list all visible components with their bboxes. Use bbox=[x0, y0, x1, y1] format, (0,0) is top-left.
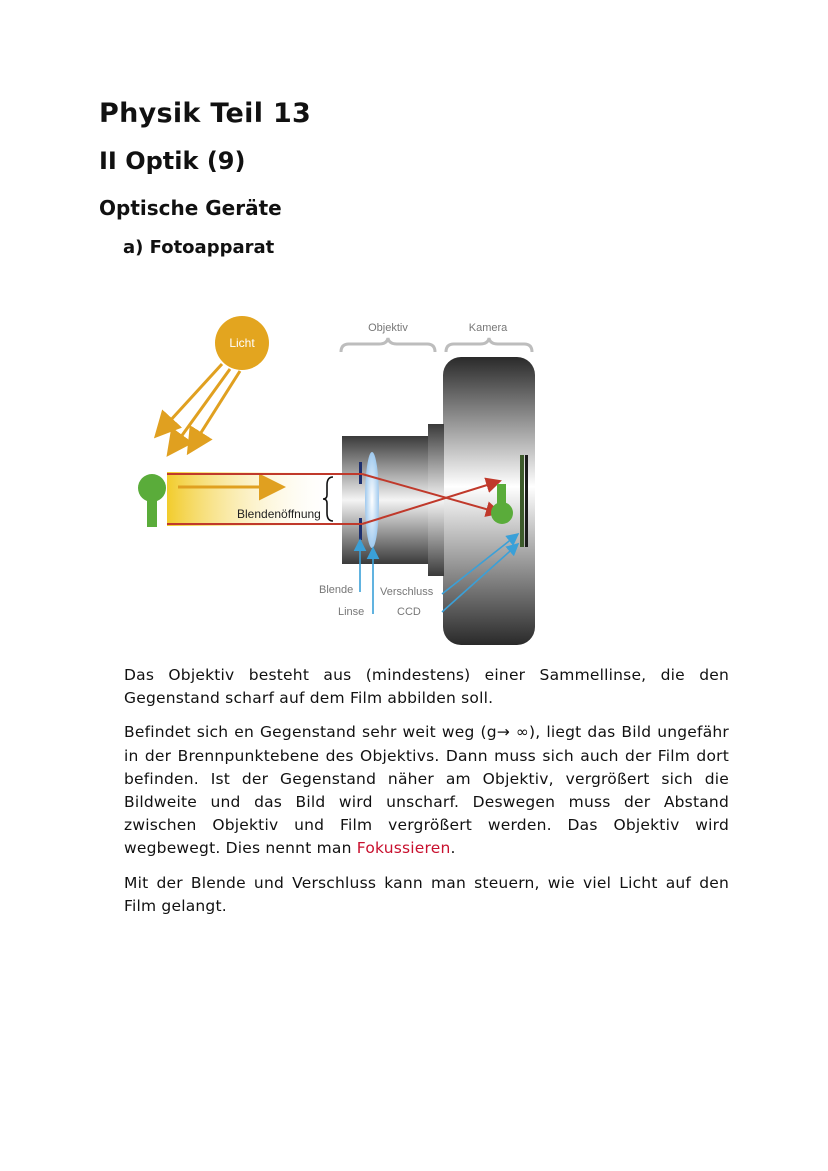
verschluss-label: Verschluss bbox=[380, 586, 434, 598]
light-rays bbox=[158, 364, 240, 452]
kamera-label: Kamera bbox=[468, 322, 508, 334]
blendenoeffnung-label: Blendenöffnung bbox=[237, 507, 321, 521]
fokussieren-term: Fokussieren bbox=[356, 839, 451, 858]
camera-diagram bbox=[130, 312, 550, 652]
objektiv-label: Objektiv bbox=[368, 322, 408, 334]
film-ccd bbox=[520, 455, 524, 547]
paragraph-2-end: . bbox=[450, 839, 456, 858]
lens-housing bbox=[342, 436, 434, 564]
object-icon bbox=[138, 474, 166, 527]
subsection-title: a) Fotoapparat bbox=[123, 237, 275, 258]
section-title: Optische Geräte bbox=[99, 196, 282, 220]
paragraph-1: Das Objektiv besteht aus (mindestens) einer Sammellinse, die den Gegenstand scharf auf dem Film abbilden soll. bbox=[124, 666, 729, 708]
lens-icon bbox=[365, 452, 379, 548]
linse-label: Linse bbox=[338, 606, 365, 618]
chapter-title: II Optik (9) bbox=[99, 147, 246, 175]
sun-icon bbox=[215, 316, 269, 370]
licht-label: Licht bbox=[229, 336, 255, 350]
blende-label: Blende bbox=[319, 584, 354, 596]
ccd-label: CCD bbox=[397, 606, 421, 618]
body-text bbox=[124, 664, 729, 929]
paragraph-3: Mit der Blende und Verschluss kann man steuern, wie viel Licht auf den Film gelangt. bbox=[124, 873, 729, 915]
paragraph-2-text: Befindet sich en Gegenstand sehr weit weg (g→ ∞), liegt das Bild ungefähr in der Brennpunktebene des Objektivs. Dann muss sich auch der Film dort befinden. Ist der Gegenstand näher am Objektiv, vergrößert sich die Bildweite und das Bild wird unscharf. Deswegen muss der Abstand zwischen Objektiv und Film vergrößert werden. Das Objektiv wird wegbewegt. Dies nennt man bbox=[124, 723, 729, 858]
paragraph-2 bbox=[124, 721, 729, 860]
page-title: Physik Teil 13 bbox=[99, 98, 312, 129]
